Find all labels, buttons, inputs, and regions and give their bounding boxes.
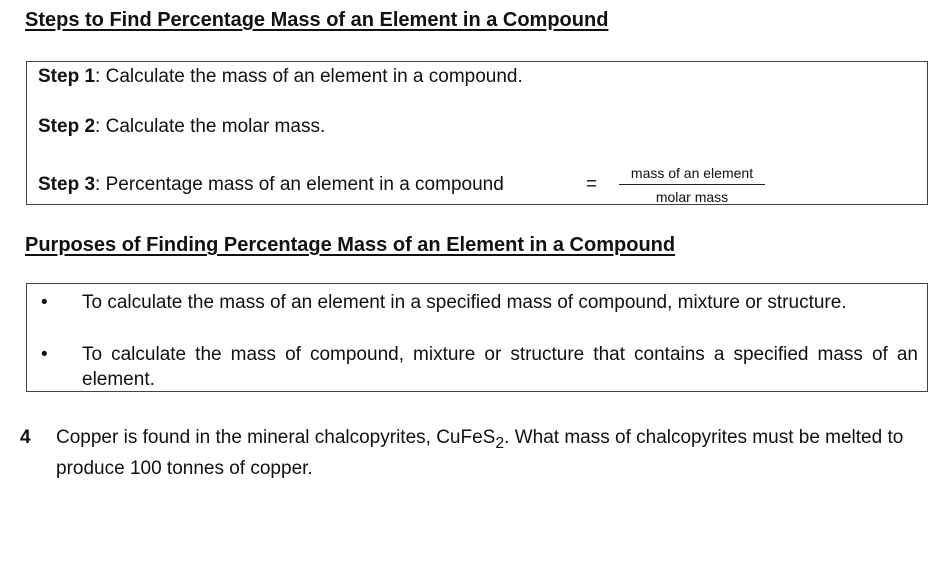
bullet-dot-icon: •: [41, 292, 48, 313]
purposes-box: [26, 283, 928, 392]
percentage-fraction: [619, 164, 765, 206]
step-3-separator: :: [95, 174, 101, 195]
fraction-numerator: mass of an element: [619, 164, 765, 185]
step-1: [38, 66, 523, 88]
step-3: [38, 174, 504, 196]
step-1-label: Step 1: [38, 66, 96, 87]
equals-sign: =: [586, 174, 598, 195]
purpose-item-1: To calculate the mass of an element in a specified mass of compound, mixture or structure.: [82, 292, 847, 313]
question-text-before: Copper is found in the mineral chalcopyrites, CuFeS: [56, 427, 496, 448]
step-1-separator: :: [95, 66, 101, 87]
bullet-dot-icon: •: [41, 344, 48, 365]
purposes-heading: Purposes of Finding Percentage Mass of an Element in a Compound: [25, 234, 676, 256]
step-3-label: Step 3: [38, 174, 96, 195]
step-2-separator: :: [95, 116, 101, 137]
step-1-text: Calculate the mass of an element in a compound.: [100, 66, 523, 87]
fraction-denominator: molar mass: [655, 189, 729, 205]
purpose-item-2: To calculate the mass of compound, mixture or structure that contains a specified mass of an element.: [82, 344, 918, 390]
steps-heading: Steps to Find Percentage Mass of an Element in a Compound: [25, 9, 609, 31]
question-number: 4: [20, 427, 31, 448]
question-text-after: . What mass of chalcopyrites must be melted to produce 100 tonnes of copper.: [56, 427, 904, 479]
question-subscript: 2: [495, 434, 505, 452]
question-text: [56, 425, 916, 481]
step-2: [38, 116, 325, 138]
steps-box: [26, 61, 928, 205]
step-2-label: Step 2: [38, 116, 96, 137]
step-3-text: Percentage mass of an element in a compound: [100, 174, 504, 195]
step-2-text: Calculate the molar mass.: [100, 116, 326, 137]
